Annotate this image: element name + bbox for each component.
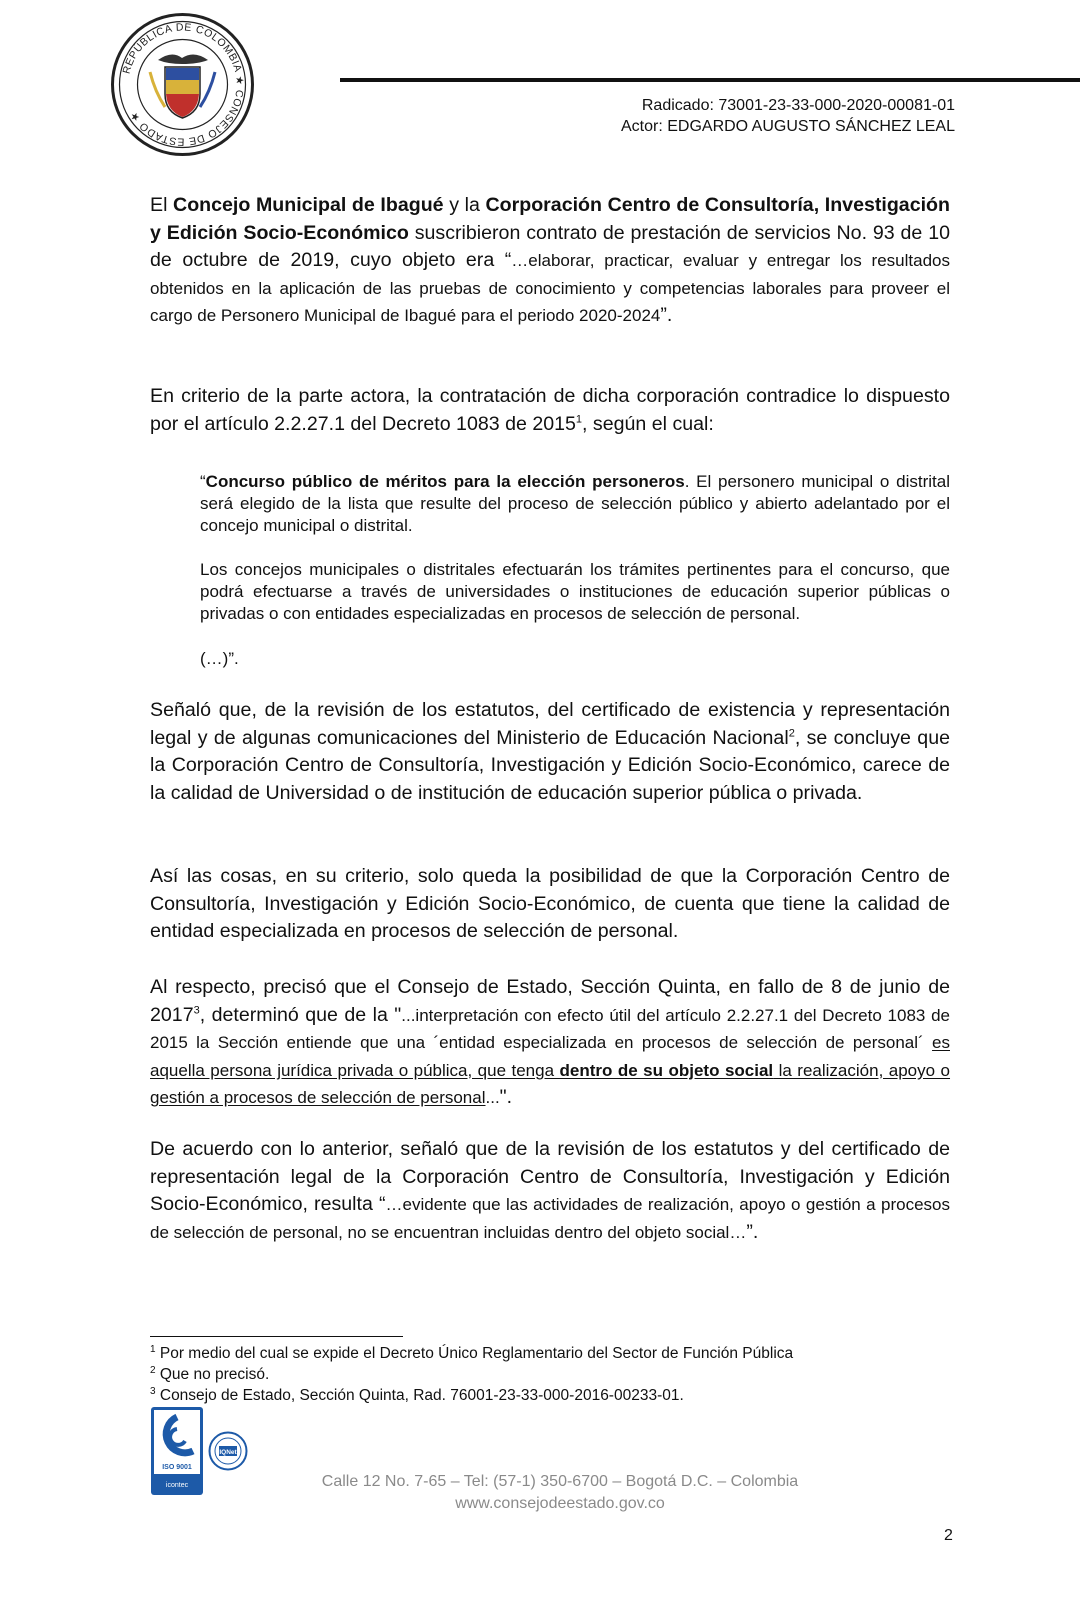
paragraph-seccion-quinta: Al respecto, precisó que el Consejo de Estado, Sección Quinta, en fallo de 8 de junio de 2017$^3$, determinó que de la "...interpretación con efecto útil del artículo 2.2.27.1 del Decreto 1083 de 2015 la Sección entiende que una ´entidad especializada en procesos de selección de personal´ es aquella persona jurídica privada o pública, que tenga dentro de su objeto social la realización, apoyo o gestión a procesos de selección de personal...". [150, 976, 951, 1108]
footer-address: Calle 12 No. 7-65 – Tel: (57-1) 350-6700 – Bogotá D.C. – Colombia [321, 1473, 799, 1490]
svg-text:IQNet: IQNet [219, 1449, 237, 1456]
iqnet-certification-logo [208, 1431, 248, 1471]
footnote-2: $^2$ Que no precisó. [150, 1364, 270, 1383]
paragraph-possibility: Así las cosas, en su criterio, solo queda la posibilidad de que la Corporación Centro de Consultoría, Investigación y Edición Socio-Económico, de cuenta que tiene la calidad de entidad especializada en procesos de selección de personal. [150, 865, 950, 942]
paragraph-ministry-review: Señaló que, de la revisión de los estatutos, del certificado de existencia y representación legal y de algunas comunicaciones del Ministerio de Educación Nacional$^2$, se concluye que la Corporación Centro de Consultoría, Investigación y Edición Socio-Económico, carece de la calidad de Universidad o de institución de educación superior pública o privada. [150, 699, 950, 804]
quote-paragraph-2: Los concejos municipales o distritales efectuarán los trámites pertinentes para el concurso, que podrá efectuarse a través de universidades o instituciones de educación superior públicas o privadas o con entidades especializadas en procesos de selección de personal. [200, 560, 950, 623]
footnote-rule [150, 1336, 403, 1337]
header-rule [340, 78, 1080, 82]
footnote-3: $^3$ Consejo de Estado, Sección Quinta, Rad. 76001-23-33-000-2016-00233-01. [150, 1385, 684, 1404]
footer-website-link[interactable]: www.consejodeestado.gov.co [455, 1495, 665, 1512]
quote-ellipsis: (…)”. [200, 649, 239, 668]
svg-text:icontec: icontec [165, 1482, 189, 1489]
paragraph-conclusion: De acuerdo con lo anterior, señaló que de la revisión de los estatutos y del certificado de representación legal de la Corporación Centro de Consultoría, Investigación y Edición Socio-Económico, resulta “…evidente que las actividades de realización, apoyo o gestión a procesos de selección de personal, no se encuentran incluidas dentro del objeto social…”. [150, 1138, 950, 1243]
svg-text:REPÚBLICA DE COLOMBIA ★ CONSEJ: REPÚBLICA DE COLOMBIA ★ CONSEJO DE ESTADO ★ [120, 21, 246, 148]
footnote-ref-3: 3 [193, 1003, 200, 1016]
footnote-ref-1: 1 [575, 412, 583, 425]
footnote-1: $^1$ Por medio del cual se expide el Decreto Único Reglamentario del Sector de Función Pública [150, 1343, 794, 1362]
footnote-ref-2: 2 [788, 726, 795, 739]
quote-paragraph-1: “Concurso público de méritos para la elección personeros. El personero municipal o distrital será elegido de la lista que resulte del proceso de selección público y abierto adelantado por el concejo municipal o distrital. [200, 472, 950, 535]
paragraph-contract: El Concejo Municipal de Ibagué y la Corporación Centro de Consultoría, Investigación y Edición Socio-Económico suscribieron contrato de prestación de servicios No. 93 de 10 de octubre de 2019, cuyo objeto era “…elaborar, practicar, evaluar y entregar los resultados obtenidos en la aplicación de las pruebas de conocimiento y competencias laborales para proveer el cargo de Personero Municipal de Ibagué para el periodo 2020-2024”. [150, 194, 950, 326]
svg-text:ISO 9001: ISO 9001 [162, 1464, 192, 1471]
consejo-de-estado-seal-logo [110, 12, 255, 157]
page-number: 2 [944, 1527, 953, 1544]
actor-name: Actor: EDGARDO AUGUSTO SÁNCHEZ LEAL [620, 118, 955, 135]
case-number: Radicado: 73001-23-33-000-2020-00081-01 [641, 97, 955, 114]
paragraph-actor-criteria: En criterio de la parte actora, la contratación de dicha corporación contradice lo dispuesto por el artículo 2.2.27.1 del Decreto 1083 de 2015$^1$, según el cual: [150, 385, 950, 435]
